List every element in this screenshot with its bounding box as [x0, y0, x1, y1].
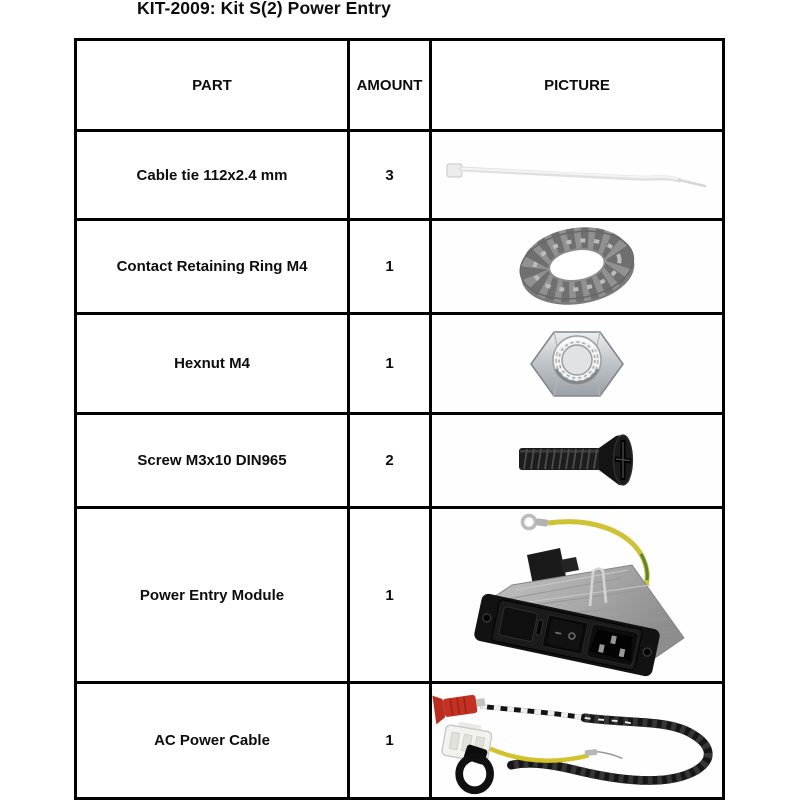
header-row [76, 40, 724, 131]
part-amount: 1 [349, 220, 431, 314]
part-picture-cell [431, 314, 724, 414]
part-amount: 2 [349, 414, 431, 508]
parts-table [74, 38, 725, 800]
part-picture-cell [431, 131, 724, 220]
contact-retaining-ring-image [510, 223, 644, 311]
power-entry-module-image [452, 510, 702, 680]
part-amount: 1 [349, 314, 431, 414]
table-row-power-entry-module [76, 508, 724, 683]
hexnut-image [527, 324, 627, 404]
part-amount: 3 [349, 131, 431, 220]
table-row-hexnut [76, 314, 724, 414]
table-row-retaining-ring [76, 220, 724, 314]
page-title: KIT-2009: Kit S(2) Power Entry [137, 0, 391, 18]
part-name: AC Power Cable [76, 683, 349, 799]
part-name: Contact Retaining Ring M4 [76, 220, 349, 314]
part-name: Screw M3x10 DIN965 [76, 414, 349, 508]
col-header-part: PART [76, 40, 349, 131]
part-picture-cell [431, 508, 724, 683]
cable-tie-image [441, 151, 713, 199]
part-picture-cell [431, 683, 724, 799]
table-row-screw [76, 414, 724, 508]
part-picture-cell [431, 220, 724, 314]
col-header-picture: PICTURE [431, 40, 724, 131]
part-amount: 1 [349, 508, 431, 683]
part-name: Power Entry Module [76, 508, 349, 683]
part-picture-cell [431, 414, 724, 508]
table-row-cable-tie [76, 131, 724, 220]
col-header-amount: AMOUNT [349, 40, 431, 131]
part-amount: 1 [349, 683, 431, 799]
ac-power-cable-image [432, 685, 722, 797]
part-name: Cable tie 112x2.4 mm [76, 131, 349, 220]
table-row-ac-power-cable [76, 683, 724, 799]
part-name: Hexnut M4 [76, 314, 349, 414]
screw-image [513, 431, 641, 491]
